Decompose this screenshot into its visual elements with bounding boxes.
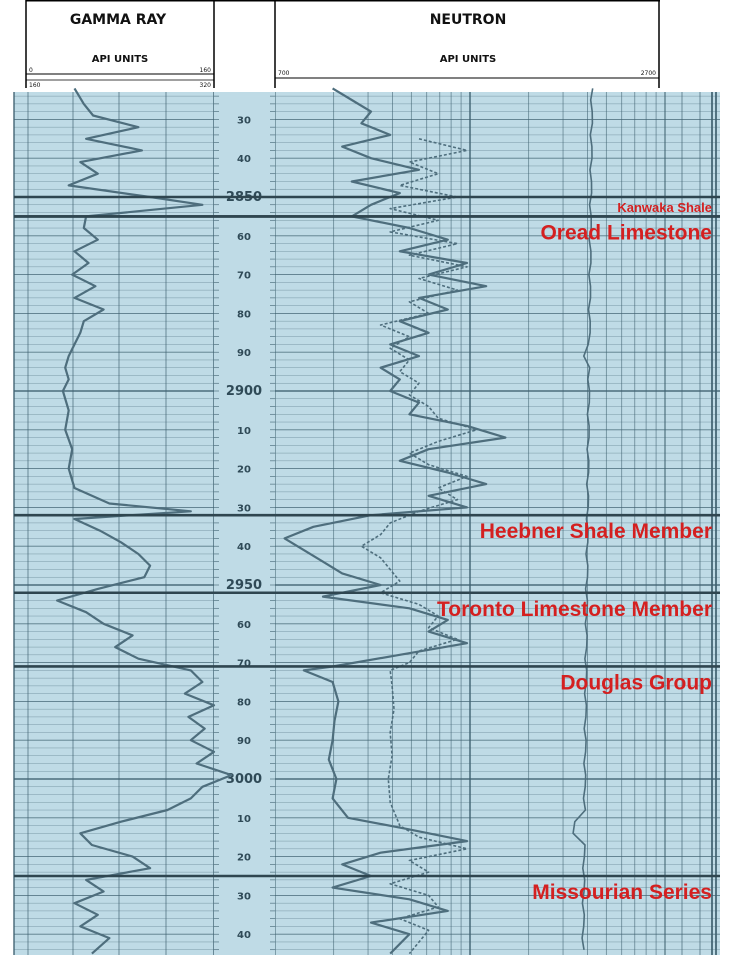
depth-label: 90 [237, 736, 251, 748]
depth-label: 20 [237, 464, 251, 476]
gamma-ray-track-title: GAMMA RAY [69, 12, 167, 28]
neutron-scale-min: 700 [278, 70, 290, 77]
depth-label: 3000 [225, 772, 263, 787]
depth-label: 2850 [225, 190, 263, 205]
depth-track-background [214, 92, 275, 955]
log-header [26, 0, 660, 89]
depth-label: 80 [237, 697, 251, 709]
depth-label: 30 [237, 503, 251, 515]
depth-label: 10 [237, 813, 251, 825]
neutron-track-title: NEUTRON [429, 12, 507, 28]
formation-label: Kanwaka Shale [617, 200, 712, 215]
depth-label: 30 [237, 891, 251, 903]
formation-label: Missourian Series [532, 881, 712, 904]
gamma-ray-scale-max: 160 [199, 67, 211, 74]
depth-label: 60 [237, 619, 251, 631]
neutron-unit-label: API UNITS [439, 54, 497, 65]
gamma-ray-scale-min: 0 [29, 67, 33, 74]
gamma-ray-unit-label: API UNITS [91, 54, 149, 65]
depth-label: 40 [237, 542, 251, 554]
depth-label: 10 [237, 425, 251, 437]
gamma-ray-backup-scale-min: 160 [29, 82, 41, 89]
formation-label: Douglas Group [560, 671, 712, 695]
depth-label: 70 [237, 270, 251, 282]
depth-label: 90 [237, 348, 251, 360]
formation-label: Toronto Limestone Member [437, 597, 712, 621]
depth-label: 20 [237, 852, 251, 864]
depth-label: 2950 [225, 578, 263, 593]
depth-track [214, 92, 275, 955]
depth-label: 80 [237, 309, 251, 321]
depth-label: 40 [237, 154, 251, 166]
depth-label: 40 [237, 930, 251, 942]
depth-label: 2900 [225, 384, 263, 399]
neutron-scale-max: 2700 [640, 70, 656, 77]
depth-label: 60 [237, 231, 251, 243]
depth-label: 70 [237, 658, 251, 670]
gamma-ray-backup-scale-max: 320 [199, 82, 211, 89]
depth-label: 30 [237, 115, 251, 127]
formation-label: Heebner Shale Member [479, 520, 712, 544]
formation-label: Oread Limestone [540, 221, 712, 245]
